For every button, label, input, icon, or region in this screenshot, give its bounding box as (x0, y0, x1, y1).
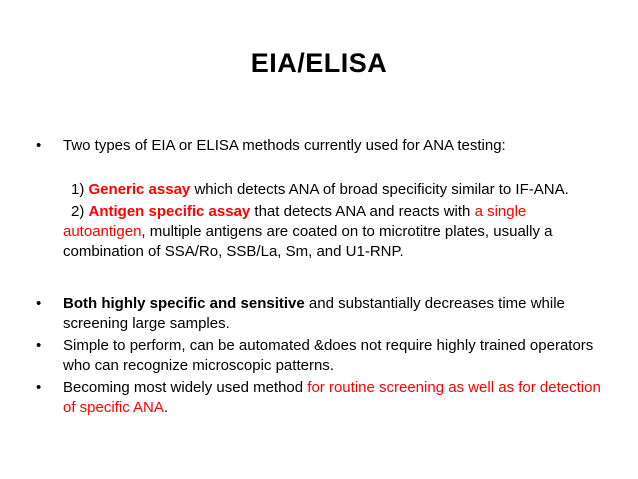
bullet-list-top (36, 136, 616, 156)
sub-item-1 (36, 180, 611, 200)
sub-item-2-rest-text: , multiple antigens are coated on to microtitre plates, usually a combination of SSA/Ro, SSB/La, Sm, and U1-RNP. (63, 223, 553, 260)
bullet-item-1 (36, 136, 616, 156)
bullet-4-end: . (163, 399, 169, 416)
bullet-dot: • (36, 337, 42, 354)
sub-item-1-number: 1) (71, 181, 85, 198)
single-autoantigen-term: a single autoantigen (63, 203, 527, 240)
bullet-4-text: Becoming most widely used method (63, 379, 304, 396)
generic-assay-term: Generic assay (88, 181, 191, 198)
bullet-item-4 (36, 378, 616, 418)
bullet-dot: • (36, 137, 42, 154)
bullet-2-text: and substantially decreases time while screening large samples. (63, 295, 565, 332)
bullet-dot: • (36, 379, 42, 396)
sub-item-2 (36, 202, 611, 262)
slide-title: EIA/ELISA (250, 48, 388, 78)
sub-item-1-text: which detects ANA of broad specificity similar to IF-ANA. (194, 181, 569, 198)
bullet-list-bottom (36, 294, 616, 418)
routine-screening-phrase: for routine screening as well as for detection of specific ANA (63, 379, 601, 416)
bullet-dot: • (36, 295, 42, 312)
sub-item-2-number: 2) (71, 203, 85, 220)
sub-list (36, 180, 611, 262)
sub-item-2-mid-text: that detects ANA and reacts with (254, 203, 471, 220)
bullet-1-text: Two types of EIA or ELISA methods currently used for ANA testing: (63, 137, 506, 154)
antigen-specific-assay-term: Antigen specific assay (88, 203, 251, 220)
bullet-item-3 (36, 336, 616, 376)
bullet-item-2 (36, 294, 616, 334)
bullet-2-bold-text: Both highly specific and sensitive (63, 295, 305, 312)
bullet-3-text: Simple to perform, can be automated &does not require highly trained operators who can recognize microscopic patterns. (63, 337, 594, 374)
